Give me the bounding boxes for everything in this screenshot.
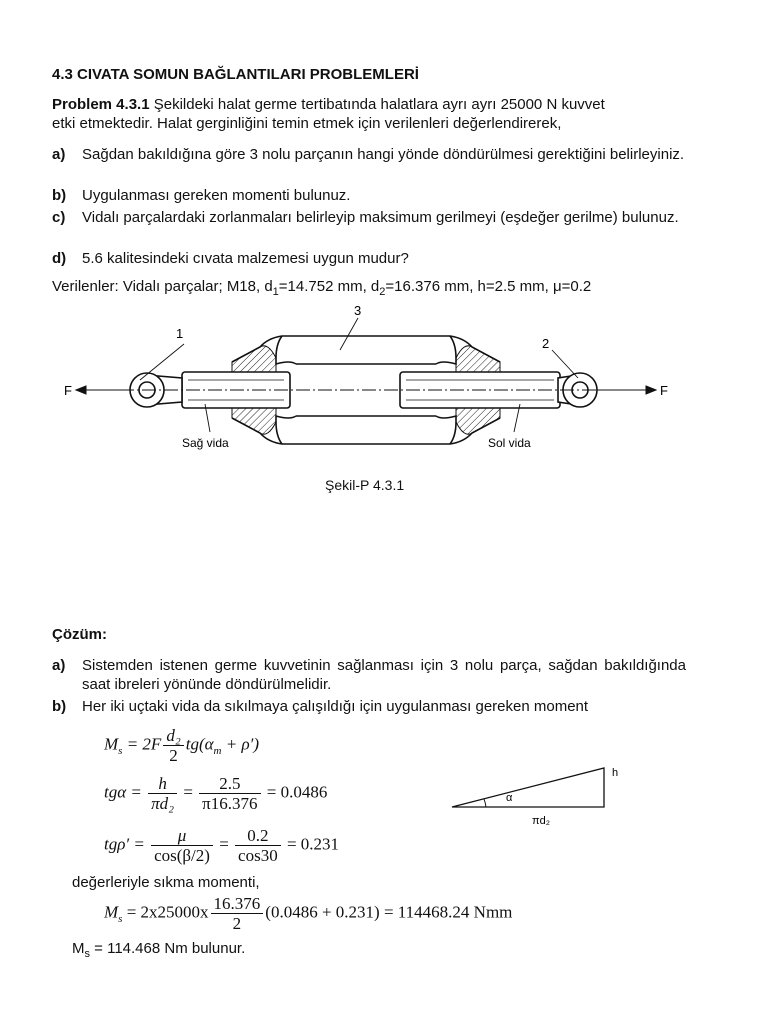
final-text: = 114.468 Nm bulunur. (90, 940, 246, 957)
eq3-lhs: tgρ′ = (104, 834, 145, 854)
eq1-lhs: M (104, 734, 119, 754)
solution-b-text: Her iki uçtaki vida da sıkılmaya çalışıldığı için uygulanması gereken moment (82, 698, 589, 715)
figure-caption: Şekil-P 4.3.1 (325, 477, 405, 493)
eq2-lhs: tgα = (104, 782, 142, 802)
eq2-f2-num: 2.5 (199, 774, 260, 794)
eq3-result: = 0.231 (286, 834, 340, 854)
problem-intro-line1: Şekildeki halat germe tertibatında halatlara ayrı ayrı 25000 N kuvvet (153, 96, 605, 113)
eq1-rhs-sub: m (213, 744, 222, 757)
eq1-num: d₂ (163, 726, 183, 746)
problem-intro-line2: etki etmektedir. Halat gerginliğini temin etmek için verilenleri değerlendirerek, (52, 115, 562, 132)
helix-angle-triangle (446, 760, 626, 840)
eq1-lhs-sub: s (118, 744, 123, 757)
solution-b (52, 697, 702, 716)
left-hand-thread-label: Sol vida (488, 436, 531, 450)
eq4-den: 2 (232, 914, 242, 933)
eq3-fraction-2 (235, 826, 281, 865)
equation-tg-rho (104, 826, 339, 865)
item-text: Sağdan bakıldığına göre 3 nolu parçanın hangi yönde döndürülmesi gerektiğini belirleyiniz. (82, 146, 685, 163)
eq2-equals: = (183, 782, 193, 802)
eq2-fraction-2 (199, 774, 260, 813)
equation-tg-alpha (104, 774, 327, 813)
given-sub1: 1 (272, 286, 279, 298)
final-result (72, 940, 245, 960)
eq2-f1-num: h (148, 774, 177, 794)
eq1-rhs-end: + ρ′) (221, 734, 260, 754)
item-label: b) (52, 187, 67, 204)
solution-heading: Çözüm: (52, 626, 107, 643)
given-d2: =16.376 mm, h=2.5 mm, μ=0.2 (385, 278, 592, 295)
triangle-base-label: πd₂ (532, 815, 550, 827)
problem-item-c (52, 208, 702, 227)
final-sub: s (84, 948, 90, 960)
problem-intro (52, 95, 712, 133)
eq1-mid: = 2F (122, 734, 162, 754)
problem-item-d (52, 249, 702, 268)
eq2-f1-den: πd₂ (151, 794, 175, 813)
given-prefix: Verilenler: Vidalı parçalar; M18, d (52, 278, 273, 295)
item-label: d) (52, 250, 67, 267)
eq4-fraction (211, 894, 264, 933)
angle-arc (484, 799, 486, 807)
eq3-equals: = (219, 834, 229, 854)
solution-a-text: Sistemden istenen germe kuvvetinin sağlanması için 3 nolu parça, sağdan bakıldığında saat ibreleri yönünde döndürülmelidir. (82, 657, 686, 693)
given-d1: =14.752 mm, d (278, 278, 380, 295)
right-hand-thread-label: Sağ vida (182, 436, 229, 450)
force-label-right: F (660, 383, 668, 398)
eq3-fraction-1 (151, 826, 213, 865)
problem-item-a (52, 145, 702, 164)
eq3-f1-num: μ (151, 826, 213, 846)
eq1-fraction (163, 726, 183, 765)
solution-a (52, 656, 686, 694)
item-text: Uygulanması gereken momenti bulunuz. (82, 187, 351, 204)
eq4-lhs-sub: s (118, 912, 123, 925)
eq3-f2-den: cos30 (238, 846, 278, 865)
final-prefix: M (72, 940, 85, 957)
item-text: Vidalı parçalardaki zorlanmaları belirleyip maksimum gerilmeyi (eşdeğer gerilme) bulunuz. (82, 209, 679, 226)
callout-1: 1 (176, 326, 184, 341)
solution-a-label: a) (52, 657, 66, 674)
given-values (52, 277, 712, 302)
problem-item-b (52, 186, 702, 205)
turnbuckle-figure (50, 300, 710, 460)
eq2-result: = 0.0486 (266, 782, 328, 802)
eq1-rhs: tg(α (185, 734, 214, 754)
eq3-f2-num: 0.2 (235, 826, 281, 846)
callout-3: 3 (354, 303, 362, 318)
eq4-num: 16.376 (211, 894, 264, 914)
equation-moment (104, 726, 259, 765)
item-label: c) (52, 209, 66, 226)
item-text: 5.6 kalitesindeki cıvata malzemesi uygun mudur? (82, 250, 409, 267)
eq1-den: 2 (169, 746, 178, 765)
triangle-h-label: h (612, 767, 619, 779)
force-label-left: F (64, 383, 72, 398)
triangle-alpha-label: α (506, 792, 513, 804)
item-label: a) (52, 146, 66, 163)
eq3-f1-den: cos(β/2) (154, 846, 210, 865)
equation-tightening-moment (104, 894, 512, 933)
triangle-shape (452, 768, 604, 807)
eq2-f2-den: π16.376 (202, 794, 258, 813)
eq2-fraction-1 (148, 774, 177, 813)
given-sub2: 2 (379, 286, 386, 298)
eq4-mid: = 2x25000x (122, 902, 209, 922)
section-title: 4.3 CIVATA SOMUN BAĞLANTILARI PROBLEMLERİ (52, 66, 419, 83)
eq4-rhs: (0.0486 + 0.231) = 114468.24 Nmm (265, 902, 513, 922)
values-text: değerleriyle sıkma momenti, (72, 874, 260, 891)
callout-2: 2 (542, 336, 550, 351)
eq4-lhs: M (104, 902, 119, 922)
solution-b-label: b) (52, 698, 67, 715)
problem-label: Problem 4.3.1 (52, 96, 150, 113)
